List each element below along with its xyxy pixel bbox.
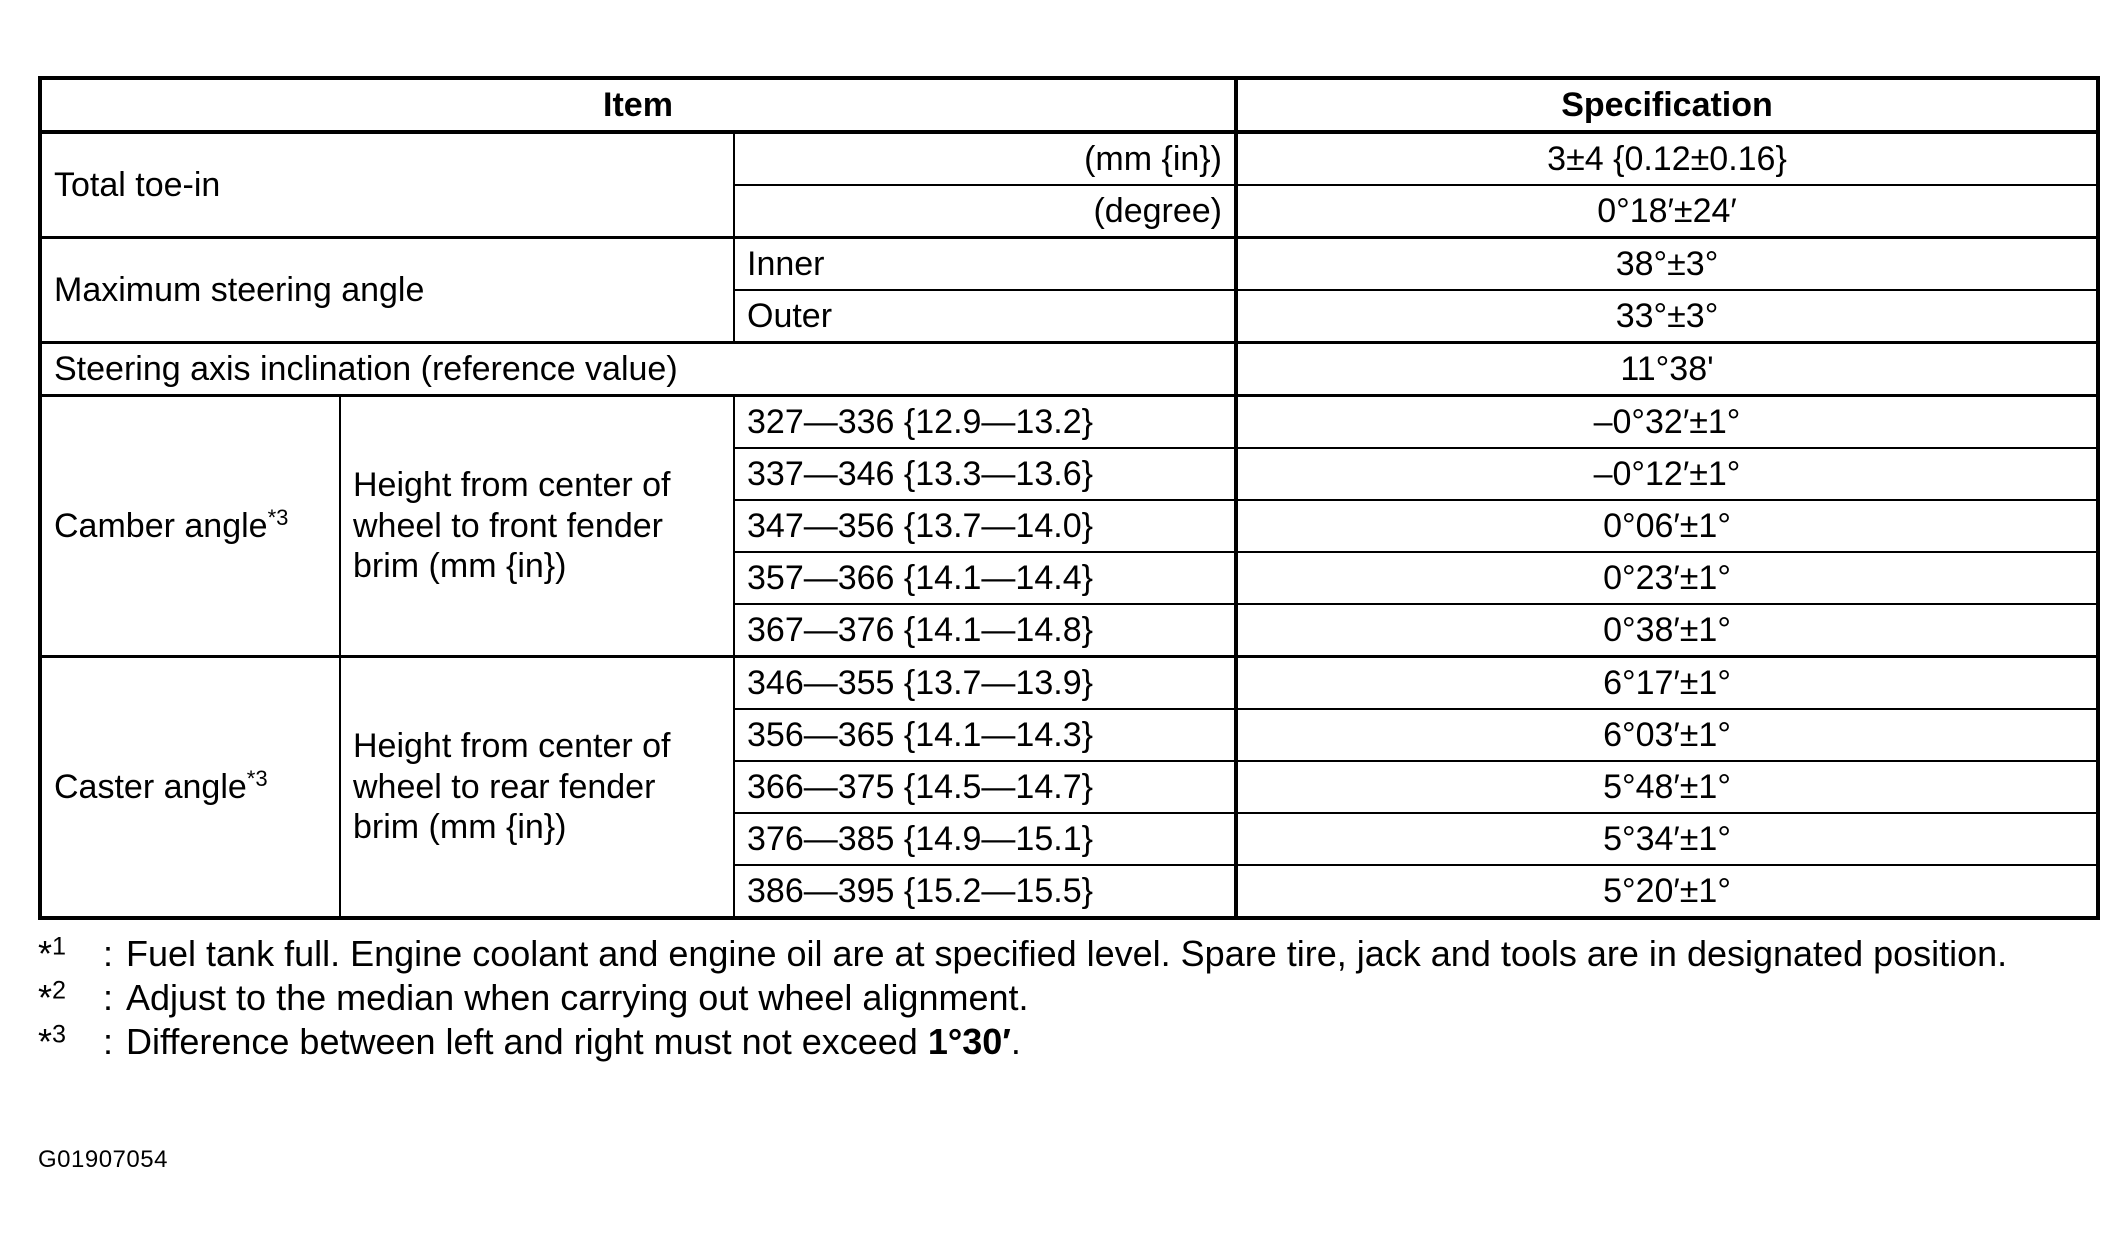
camber-spec: 0°38′±1° [1236, 604, 2098, 657]
steering-outer-spec: 33°±3° [1236, 290, 2098, 343]
caster-range: 356—365 {14.1—14.3} [734, 709, 1236, 761]
footnote-star: * [38, 1021, 53, 1062]
specification-column-header: Specification [1236, 78, 2098, 132]
footnote-number: 3 [52, 1020, 67, 1049]
footnote-colon: : [102, 977, 113, 1018]
camber-spec: 0°23′±1° [1236, 552, 2098, 604]
footnote-number: 1 [52, 932, 67, 961]
table-row [40, 132, 2098, 185]
table-row [40, 657, 2098, 710]
footnote-marker [38, 932, 90, 976]
caster-footnote-ref: *3 [246, 765, 268, 791]
camber-label-text: Camber angle [54, 507, 268, 545]
table-row [40, 343, 2098, 396]
toe-in-unit-mm: (mm {in}) [734, 132, 1236, 185]
caster-angle-label [40, 657, 340, 919]
camber-spec: –0°32′±1° [1236, 396, 2098, 449]
camber-range: 337—346 {13.3—13.6} [734, 448, 1236, 500]
camber-range: 347—356 {13.7—14.0} [734, 500, 1236, 552]
footnote-text [126, 1020, 2098, 1064]
table-header-row [40, 78, 2098, 132]
figure-id: G01907054 [38, 1146, 168, 1173]
footnote-star: * [38, 933, 53, 974]
max-steering-angle-label: Maximum steering angle [40, 238, 734, 343]
camber-range: 367—376 {14.1—14.8} [734, 604, 1236, 657]
footnote-text-end: . [1010, 1021, 1021, 1062]
caster-height-label: Height from center of wheel to rear fender brim (mm {in}) [340, 657, 734, 919]
camber-range: 357—366 {14.1—14.4} [734, 552, 1236, 604]
footnote-colon: : [102, 1021, 113, 1062]
footnote-marker [38, 976, 90, 1020]
footnote-text-part: Difference between left and right must not exceed [126, 1021, 928, 1062]
camber-angle-label [40, 396, 340, 657]
camber-range: 327—336 {12.9—13.2} [734, 396, 1236, 449]
toe-in-spec-degree: 0°18′±24′ [1236, 185, 2098, 238]
steering-inner-spec: 38°±3° [1236, 238, 2098, 291]
caster-range: 366—375 {14.5—14.7} [734, 761, 1236, 813]
footnote-number: 2 [52, 976, 67, 1005]
camber-spec: –0°12′±1° [1236, 448, 2098, 500]
table-row [40, 396, 2098, 449]
footnote-2 [38, 976, 2098, 1020]
footnote-marker [38, 1020, 90, 1064]
footnote-1 [38, 932, 2098, 976]
footnote-text: Fuel tank full. Engine coolant and engine oil are at specified level. Spare tire, jack and tools are in designated position. [126, 933, 2008, 974]
footnote-text: Adjust to the median when carrying out wheel alignment. [126, 977, 1029, 1018]
caster-range: 376—385 {14.9—15.1} [734, 813, 1236, 865]
caster-spec: 5°34′±1° [1236, 813, 2098, 865]
caster-spec: 6°17′±1° [1236, 657, 2098, 710]
footnote-bold-value: 1°30′ [927, 1021, 1011, 1062]
caster-spec: 6°03′±1° [1236, 709, 2098, 761]
total-toe-in-label: Total toe-in [40, 132, 734, 238]
steering-inner-label: Inner [734, 238, 1236, 291]
table-row [40, 238, 2098, 291]
caster-spec: 5°20′±1° [1236, 865, 2098, 918]
toe-in-spec-mm: 3±4 {0.12±0.16} [1236, 132, 2098, 185]
caster-spec: 5°48′±1° [1236, 761, 2098, 813]
steering-axis-spec: 11°38' [1236, 343, 2098, 396]
footnotes [38, 932, 2098, 1064]
camber-spec: 0°06′±1° [1236, 500, 2098, 552]
caster-range: 346—355 {13.7—13.9} [734, 657, 1236, 710]
caster-range: 386—395 {15.2—15.5} [734, 865, 1236, 918]
footnote-3 [38, 1020, 2098, 1064]
steering-outer-label: Outer [734, 290, 1236, 343]
specification-table [38, 76, 2100, 920]
camber-footnote-ref: *3 [267, 504, 289, 530]
item-column-header: Item [40, 78, 1236, 132]
footnote-star: * [38, 977, 53, 1018]
steering-axis-label: Steering axis inclination (reference value) [40, 343, 1236, 396]
camber-height-label: Height from center of wheel to front fender brim (mm {in}) [340, 396, 734, 657]
caster-label-text: Caster angle [54, 768, 247, 806]
toe-in-unit-degree: (degree) [734, 185, 1236, 238]
footnote-colon: : [102, 933, 113, 974]
